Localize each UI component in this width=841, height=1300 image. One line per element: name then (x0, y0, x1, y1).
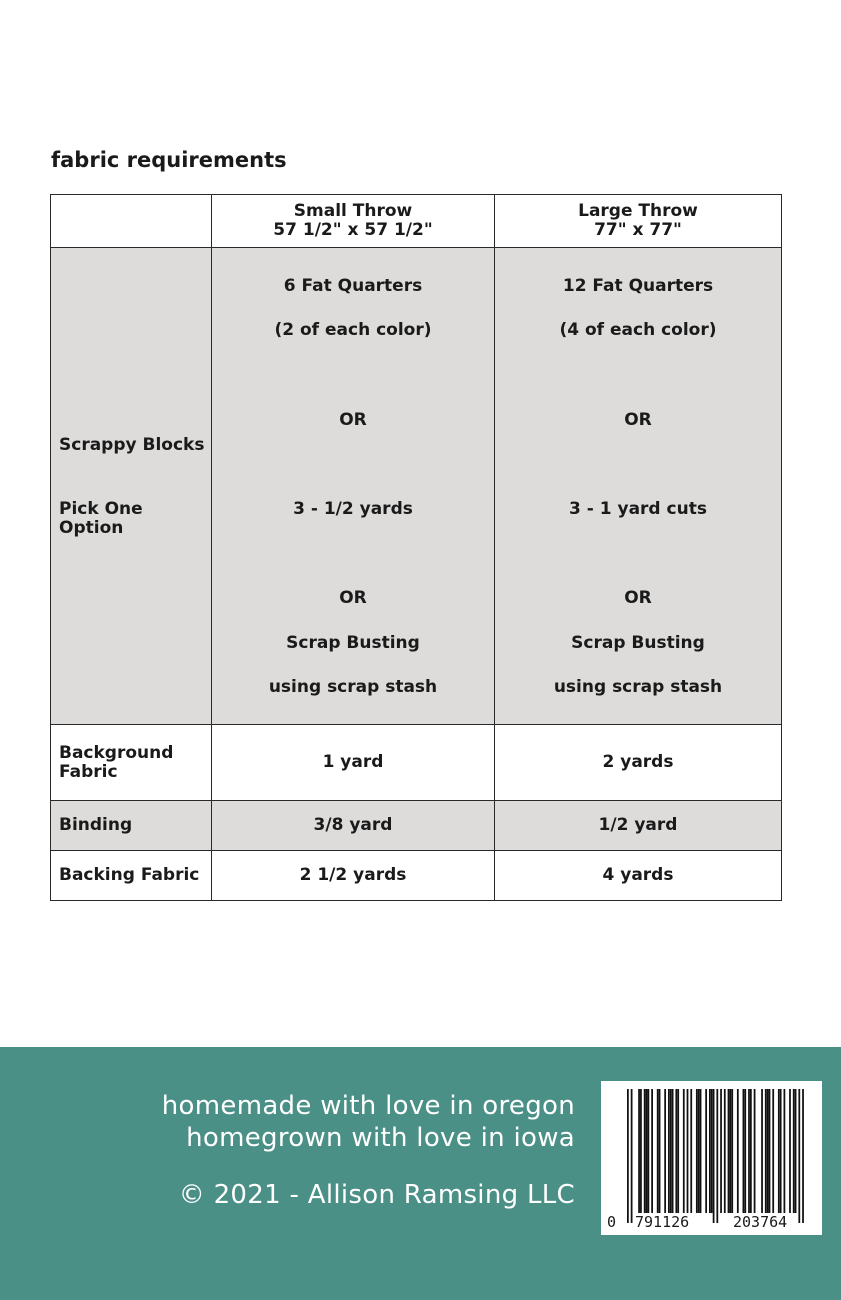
barcode-bar (731, 1089, 733, 1213)
barcode-digit-left: 0 (607, 1213, 617, 1231)
barcode-bar (690, 1089, 692, 1213)
barcode-bar (675, 1089, 677, 1213)
barcode-bar (647, 1089, 649, 1213)
barcode-bar (789, 1089, 791, 1213)
barcode-bar (765, 1089, 767, 1213)
large-option-line: 12 Fat Quarters (562, 276, 714, 296)
small-throw-name: Small Throw (293, 201, 413, 221)
large-throw-size: 77" x 77" (594, 220, 682, 240)
small-option-line: using scrap stash (268, 677, 438, 697)
small-option-line: 3 - 1/2 yards (293, 499, 413, 519)
barcode-bar (720, 1089, 722, 1213)
small-throw-size: 57 1/2" x 57 1/2" (273, 220, 433, 240)
barcode-bar (767, 1089, 769, 1213)
barcode-bar (687, 1089, 689, 1213)
barcode-bar (651, 1089, 653, 1213)
barcode-digits-right: 203764 (733, 1213, 788, 1231)
barcode-bar (640, 1089, 642, 1213)
barcode-bars (601, 1081, 822, 1235)
barcode-bar (657, 1089, 659, 1213)
table-row-backing-fabric (51, 851, 782, 901)
barcode-bar (761, 1089, 763, 1213)
large-option-line: OR (624, 410, 652, 430)
table-row-binding (51, 801, 782, 851)
small-option-line: OR (339, 410, 367, 430)
barcode-bar (709, 1089, 711, 1213)
barcode-bar (716, 1089, 718, 1223)
tagline-oregon: homemade with love in oregon (161, 1091, 575, 1121)
barcode-bar (713, 1089, 715, 1223)
tagline-iowa: homegrown with love in iowa (186, 1123, 575, 1153)
barcode-bar (778, 1089, 780, 1213)
barcode-bar (670, 1089, 672, 1213)
large-option-line: OR (624, 588, 652, 608)
row-label-scrappy-blocks (51, 248, 212, 725)
row-label-backing-fabric: Backing Fabric (51, 851, 212, 901)
pick-one-option-label: Pick One Option (59, 499, 143, 538)
small-option-line: OR (339, 588, 367, 608)
barcode-bar (698, 1089, 700, 1213)
large-option-line: using scrap stash (553, 677, 723, 697)
barcode-bar (754, 1089, 756, 1213)
background-large-value: 2 yards (495, 725, 782, 801)
barcode-digits-middle: 791126 (635, 1213, 690, 1231)
barcode-bar (793, 1089, 795, 1213)
scrappy-small-options (212, 248, 495, 725)
row-label-background-fabric: Background Fabric (51, 725, 212, 801)
header-large-throw (495, 195, 782, 248)
barcode-bar (744, 1089, 746, 1213)
background-small-value: 1 yard (212, 725, 495, 801)
barcode-bar (743, 1089, 745, 1213)
barcode-bar (711, 1089, 713, 1213)
backing-small-value: 2 1/2 yards (212, 851, 495, 901)
barcode-bar (646, 1089, 648, 1213)
barcode-bar (672, 1089, 674, 1213)
large-option-line: 3 - 1 yard cuts (569, 499, 707, 519)
barcode-bar (724, 1089, 726, 1213)
scrappy-blocks-label: Scrappy Blocks (59, 435, 205, 455)
barcode-bar (659, 1089, 661, 1213)
table-row-background-fabric (51, 725, 782, 801)
barcode-bar (700, 1089, 702, 1213)
barcode-bar (795, 1089, 797, 1213)
barcode-bar (748, 1089, 750, 1213)
row-label-binding: Binding (51, 801, 212, 851)
backing-large-value: 4 yards (495, 851, 782, 901)
barcode-bar (780, 1089, 782, 1213)
barcode-bar (705, 1089, 707, 1213)
header-empty-cell (51, 195, 212, 248)
barcode (601, 1081, 822, 1235)
barcode-bar (798, 1089, 800, 1223)
small-option-line: (2 of each color) (274, 320, 432, 340)
scrappy-large-options (495, 248, 782, 725)
barcode-bar (638, 1089, 640, 1213)
barcode-bar (683, 1089, 685, 1213)
barcode-bar (729, 1089, 731, 1213)
header-small-throw (212, 195, 495, 248)
large-option-line: (4 of each color) (559, 320, 717, 340)
barcode-bar (668, 1089, 670, 1213)
barcode-bar (696, 1089, 698, 1213)
barcode-bar (737, 1089, 739, 1213)
barcode-bar (802, 1089, 804, 1223)
small-option-line: 6 Fat Quarters (283, 276, 423, 296)
barcode-bar (750, 1089, 752, 1213)
barcode-bar (627, 1089, 629, 1223)
barcode-bar (677, 1089, 679, 1213)
barcode-bar (784, 1089, 786, 1213)
table-row-scrappy-blocks (51, 248, 782, 725)
binding-small-value: 3/8 yard (212, 801, 495, 851)
page-heading: fabric requirements (51, 148, 287, 172)
large-throw-name: Large Throw (578, 201, 698, 221)
barcode-bar (769, 1089, 771, 1213)
binding-large-value: 1/2 yard (495, 801, 782, 851)
barcode-bar (664, 1089, 666, 1213)
barcode-bar (631, 1089, 633, 1223)
large-option-line: Scrap Busting (571, 633, 705, 653)
barcode-bar (772, 1089, 774, 1213)
small-option-line: Scrap Busting (286, 633, 420, 653)
barcode-bar (728, 1089, 730, 1213)
copyright-text: © 2021 - Allison Ramsing LLC (178, 1180, 575, 1210)
table-header-row (51, 195, 782, 248)
barcode-bar (644, 1089, 646, 1213)
fabric-requirements-table (50, 194, 782, 901)
